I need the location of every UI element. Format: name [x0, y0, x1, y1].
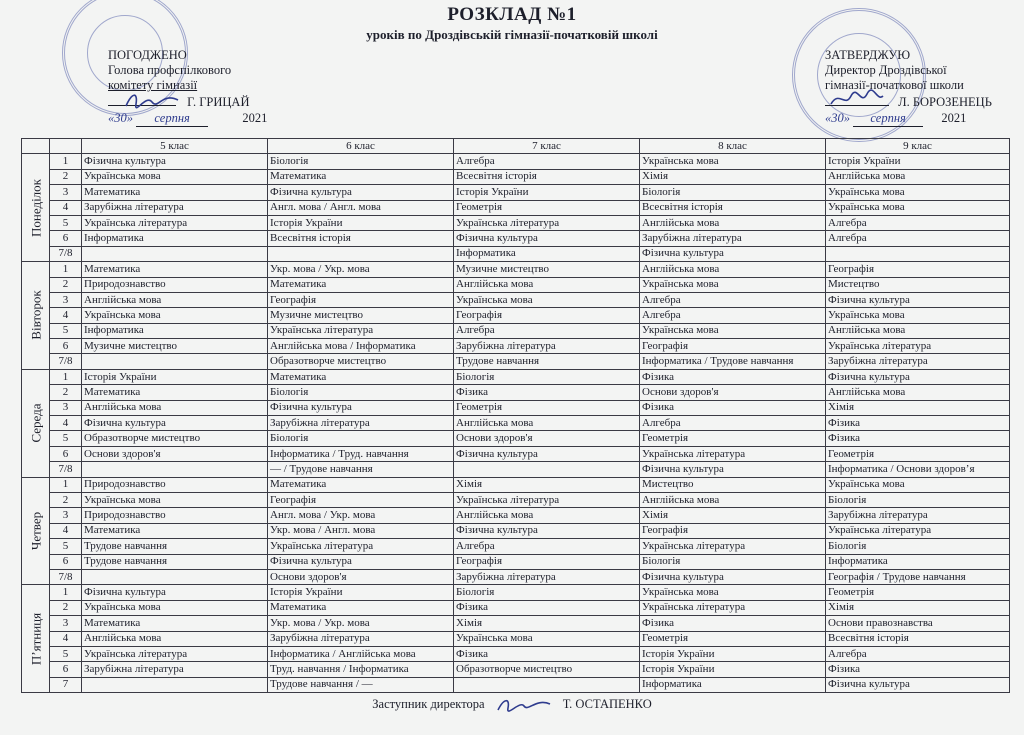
subject-cell: Географія [454, 308, 640, 323]
table-row [22, 354, 1010, 369]
subject-cell: Музичне мистецтво [454, 262, 640, 277]
agreed-block [108, 48, 267, 127]
subject-cell: Українська мова [826, 185, 1010, 200]
subject-cell: Українська література [82, 215, 268, 230]
lesson-number: 1 [50, 262, 82, 277]
document-subtitle: уроків по Дроздівській гімназії-початковій школі [366, 27, 658, 42]
subject-cell: Фізична культура [454, 446, 640, 461]
day-name: Четвер [28, 511, 43, 551]
subject-cell: Математика [268, 369, 454, 384]
subject-cell: Мистецтво [826, 277, 1010, 292]
subject-cell: Інформатика [454, 246, 640, 261]
subject-cell: Географія [454, 554, 640, 569]
day-label-cell [22, 262, 50, 370]
table-row [22, 677, 1010, 692]
subject-cell: Історія України [268, 585, 454, 600]
subject-cell: Географія [268, 292, 454, 307]
table-row [22, 539, 1010, 554]
subject-cell: Англійська мова [826, 323, 1010, 338]
table-row [22, 477, 1010, 492]
lesson-number: 5 [50, 323, 82, 338]
subject-cell: Географія [640, 339, 826, 354]
subject-cell: Хімія [454, 477, 640, 492]
subject-cell: Всесвітня історія [640, 200, 826, 215]
lesson-number: 1 [50, 369, 82, 384]
subject-cell [82, 462, 268, 477]
subject-cell: Англійська мова [82, 400, 268, 415]
lesson-number: 7/8 [50, 354, 82, 369]
day-label-cell [22, 585, 50, 693]
subject-cell: Математика [82, 616, 268, 631]
subject-cell: Історія України [826, 154, 1010, 169]
lesson-number: 3 [50, 400, 82, 415]
table-row [22, 446, 1010, 461]
approved-school: гімназії-початкової школи [825, 78, 964, 92]
subject-cell: Фізична культура [268, 554, 454, 569]
lesson-number: 2 [50, 277, 82, 292]
subject-cell: Образотворче мистецтво [268, 354, 454, 369]
subject-cell: Фізична культура [268, 185, 454, 200]
subject-cell [826, 246, 1010, 261]
subject-cell: Фізична культура [82, 585, 268, 600]
subject-cell: Географія / Трудове навчання [826, 569, 1010, 584]
table-row [22, 185, 1010, 200]
subject-cell: Географія [640, 523, 826, 538]
subject-cell: Географія [826, 262, 1010, 277]
subject-cell: Біологія [268, 431, 454, 446]
subject-cell: Біологія [268, 154, 454, 169]
approved-date [825, 111, 992, 127]
table-row [22, 385, 1010, 400]
agreed-date-month: серпня [136, 111, 208, 127]
lesson-number: 3 [50, 616, 82, 631]
agreed-date [108, 111, 267, 127]
table-row [22, 246, 1010, 261]
subject-cell: Геометрія [454, 400, 640, 415]
table-row [22, 369, 1010, 384]
column-header: 5 клас [82, 139, 268, 154]
subject-cell: Основи здоров'я [454, 431, 640, 446]
lesson-number: 5 [50, 215, 82, 230]
table-row [22, 169, 1010, 184]
table-row [22, 600, 1010, 615]
day-name: Середа [28, 403, 43, 443]
subject-cell: Англ. мова / Англ. мова [268, 200, 454, 215]
deputy-director-name: Т. ОСТАПЕНКО [562, 696, 652, 711]
lesson-number: 4 [50, 523, 82, 538]
lesson-number: 6 [50, 231, 82, 246]
day-name: П’ятниця [28, 612, 43, 665]
subject-cell: Українська мова [82, 308, 268, 323]
subject-cell: — / Трудове навчання [268, 462, 454, 477]
approved-name: Л. БОРОЗЕНЕЦЬ [898, 95, 992, 109]
subject-cell: Англійська мова [640, 215, 826, 230]
subject-cell: Українська мова [826, 200, 1010, 215]
deputy-director-role: Заступник директора [372, 696, 485, 711]
subject-cell: Фізична культура [826, 369, 1010, 384]
subject-cell: Фізична культура [82, 154, 268, 169]
subject-cell: Алгебра [454, 154, 640, 169]
subject-cell [454, 677, 640, 692]
subject-cell: Українська література [640, 600, 826, 615]
subject-cell: Фізична культура [826, 677, 1010, 692]
lesson-number: 2 [50, 492, 82, 507]
subject-cell: Математика [82, 262, 268, 277]
table-row [22, 523, 1010, 538]
subject-cell: Алгебра [826, 215, 1010, 230]
subject-cell: Алгебра [454, 323, 640, 338]
subject-cell: Англійська мова [454, 416, 640, 431]
subject-cell: Укр. мова / Англ. мова [268, 523, 454, 538]
subject-cell [454, 462, 640, 477]
subject-cell: Зарубіжна література [82, 200, 268, 215]
lesson-number: 6 [50, 339, 82, 354]
subject-cell: Англійська мова [82, 631, 268, 646]
subject-cell: Математика [82, 523, 268, 538]
subject-cell: Хімія [826, 400, 1010, 415]
subject-cell: Математика [82, 185, 268, 200]
subject-cell: Геометрія [454, 200, 640, 215]
subject-cell: Українська мова [826, 477, 1010, 492]
subject-cell: Математика [268, 169, 454, 184]
subject-cell: Основи здоров'я [640, 385, 826, 400]
subject-cell: Біологія [454, 369, 640, 384]
subject-cell: Англійська мова [454, 508, 640, 523]
subject-cell: Алгебра [640, 292, 826, 307]
subject-cell: Математика [268, 277, 454, 292]
subject-cell: Українська література [826, 523, 1010, 538]
table-row [22, 662, 1010, 677]
table-row [22, 631, 1010, 646]
subject-cell: Англійська мова [454, 277, 640, 292]
lesson-number: 1 [50, 154, 82, 169]
subject-cell: Алгебра [454, 539, 640, 554]
day-label-cell [22, 369, 50, 477]
approved-label: ЗАТВЕРДЖУЮ [825, 48, 911, 62]
corner-cell [22, 139, 50, 154]
subject-cell: Алгебра [826, 231, 1010, 246]
subject-cell: Геометрія [826, 446, 1010, 461]
subject-cell: Фізика [640, 369, 826, 384]
subject-cell: Англ. мова / Укр. мова [268, 508, 454, 523]
lesson-number: 4 [50, 200, 82, 215]
subject-cell: Зарубіжна література [268, 416, 454, 431]
subject-cell: Інформатика [82, 323, 268, 338]
subject-cell: Фізична культура [640, 569, 826, 584]
agreed-label: ПОГОДЖЕНО [108, 48, 187, 62]
lesson-number: 5 [50, 431, 82, 446]
subject-cell: Інформатика [826, 554, 1010, 569]
subject-cell: Математика [268, 600, 454, 615]
table-row [22, 585, 1010, 600]
agreed-date-day: «30» [108, 111, 133, 125]
subject-cell: Історія України [454, 185, 640, 200]
subject-cell: Основи правознавства [826, 616, 1010, 631]
subject-cell: Алгебра [640, 308, 826, 323]
subject-cell: Українська мова [82, 492, 268, 507]
lesson-number: 5 [50, 539, 82, 554]
agreed-year: 2021 [242, 111, 268, 125]
lesson-number: 6 [50, 662, 82, 677]
subject-cell: Українська мова [826, 308, 1010, 323]
subject-cell: Фізична культура [268, 400, 454, 415]
table-row [22, 400, 1010, 415]
subject-cell: Природознавство [82, 508, 268, 523]
subject-cell: Англійська мова [640, 262, 826, 277]
lesson-number: 1 [50, 477, 82, 492]
lesson-number: 5 [50, 646, 82, 661]
subject-cell: Геометрія [640, 431, 826, 446]
lesson-number: 7 [50, 677, 82, 692]
approved-signature-icon [827, 88, 887, 112]
subject-cell: Українська література [82, 646, 268, 661]
subject-cell: Інформатика [82, 231, 268, 246]
subject-cell: Зарубіжна література [82, 662, 268, 677]
subject-cell: Інформатика / Англійська мова [268, 646, 454, 661]
schedule-table [21, 138, 1010, 693]
lesson-number: 3 [50, 185, 82, 200]
subject-cell: Всесвітня історія [268, 231, 454, 246]
subject-cell: Фізика [454, 600, 640, 615]
deputy-director-line [0, 696, 1024, 714]
subject-cell: Геометрія [826, 585, 1010, 600]
subject-cell: Музичне мистецтво [268, 308, 454, 323]
subject-cell: Математика [268, 477, 454, 492]
subject-cell: Українська література [268, 539, 454, 554]
subject-cell: Трудове навчання / — [268, 677, 454, 692]
subject-cell: Фізика [826, 662, 1010, 677]
subject-cell: Українська мова [454, 631, 640, 646]
lesson-number: 7/8 [50, 246, 82, 261]
subject-cell: Українська мова [640, 585, 826, 600]
subject-cell: Українська література [640, 539, 826, 554]
subject-cell: Біологія [826, 539, 1010, 554]
day-name: Понеділок [28, 178, 43, 237]
lesson-number: 7/8 [50, 569, 82, 584]
subject-cell: Інформатика / Трудове навчання [640, 354, 826, 369]
subject-cell: Фізична культура [640, 462, 826, 477]
subject-cell: Основи здоров'я [82, 446, 268, 461]
subject-cell: Укр. мова / Укр. мова [268, 616, 454, 631]
subject-cell: Геометрія [640, 631, 826, 646]
subject-cell: Українська мова [640, 154, 826, 169]
lesson-number: 4 [50, 416, 82, 431]
subject-cell: Всесвітня історія [454, 169, 640, 184]
subject-cell [82, 354, 268, 369]
schedule-header-row [22, 139, 1010, 154]
subject-cell: Фізична культура [82, 416, 268, 431]
subject-cell: Українська література [826, 339, 1010, 354]
subject-cell: Фізика [454, 646, 640, 661]
subject-cell: Історія України [640, 646, 826, 661]
column-header: 8 клас [640, 139, 826, 154]
subject-cell: Українська література [454, 492, 640, 507]
subject-cell: Біологія [268, 385, 454, 400]
lesson-number: 6 [50, 446, 82, 461]
table-row [22, 231, 1010, 246]
subject-cell: Зарубіжна література [454, 569, 640, 584]
subject-cell: Музичне мистецтво [82, 339, 268, 354]
table-row [22, 339, 1010, 354]
subject-cell: Англійська мова [826, 169, 1010, 184]
subject-cell: Трудове навчання [82, 539, 268, 554]
table-row [22, 462, 1010, 477]
subject-cell: Географія [268, 492, 454, 507]
column-header: 9 клас [826, 139, 1010, 154]
day-label-cell [22, 154, 50, 262]
table-row [22, 646, 1010, 661]
approved-block [825, 48, 992, 127]
subject-cell: Інформатика / Труд. навчання [268, 446, 454, 461]
table-row [22, 554, 1010, 569]
table-row [22, 616, 1010, 631]
agreed-name: Г. ГРИЦАЙ [187, 95, 250, 109]
subject-cell: Труд. навчання / Інформатика [268, 662, 454, 677]
subject-cell: Українська мова [82, 600, 268, 615]
table-row [22, 154, 1010, 169]
subject-cell: Біологія [640, 185, 826, 200]
subject-cell: Англійська мова [826, 385, 1010, 400]
document-title: РОЗКЛАД №1 [447, 4, 577, 25]
lesson-number: 6 [50, 554, 82, 569]
day-label-cell [22, 477, 50, 585]
lesson-number: 4 [50, 308, 82, 323]
lesson-number: 2 [50, 600, 82, 615]
subject-cell: Природознавство [82, 477, 268, 492]
subject-cell: Історія України [640, 662, 826, 677]
subject-cell: Українська література [268, 323, 454, 338]
lesson-number: 3 [50, 508, 82, 523]
subject-cell: Образотворче мистецтво [82, 431, 268, 446]
subject-cell: Хімія [640, 169, 826, 184]
subject-cell: Фізика [640, 400, 826, 415]
subject-cell [82, 569, 268, 584]
subject-cell: Зарубіжна література [454, 339, 640, 354]
day-name: Вівторок [28, 290, 43, 341]
subject-cell: Фізика [826, 416, 1010, 431]
subject-cell: Біологія [640, 554, 826, 569]
subject-cell: Образотворче мистецтво [454, 662, 640, 677]
table-row [22, 569, 1010, 584]
subject-cell: Українська мова [454, 292, 640, 307]
lesson-number: 4 [50, 631, 82, 646]
subject-cell: Фізична культура [826, 292, 1010, 307]
agreed-position: Голова профспілкового [108, 63, 232, 77]
subject-cell: Зарубіжна література [268, 631, 454, 646]
table-row [22, 200, 1010, 215]
subject-cell: Фізична культура [640, 246, 826, 261]
table-row [22, 431, 1010, 446]
lesson-number: 2 [50, 169, 82, 184]
approved-date-day: «30» [825, 111, 850, 125]
subject-cell: Математика [82, 385, 268, 400]
subject-cell: Хімія [826, 600, 1010, 615]
agreed-signature-icon [122, 88, 182, 112]
subject-cell: Природознавство [82, 277, 268, 292]
lesson-number: 1 [50, 585, 82, 600]
schedule-body [22, 154, 1010, 693]
subject-cell: Українська література [640, 446, 826, 461]
subject-cell: Англійська мова [640, 492, 826, 507]
subject-cell: Основи здоров'я [268, 569, 454, 584]
subject-cell: Фізика [454, 385, 640, 400]
subject-cell: Хімія [454, 616, 640, 631]
subject-cell: Українська мова [640, 323, 826, 338]
table-row [22, 262, 1010, 277]
subject-cell: Українська мова [640, 277, 826, 292]
table-row [22, 277, 1010, 292]
subject-cell [268, 246, 454, 261]
approved-year: 2021 [941, 111, 967, 125]
subject-cell: Алгебра [640, 416, 826, 431]
table-row [22, 292, 1010, 307]
approved-position: Директор Дроздівської [825, 63, 947, 77]
subject-cell: Мистецтво [640, 477, 826, 492]
subject-cell: Біологія [826, 492, 1010, 507]
deputy-director-signature-icon [494, 696, 554, 714]
subject-cell: Біологія [454, 585, 640, 600]
subject-cell: Фізика [640, 616, 826, 631]
subject-cell: Всесвітня історія [826, 631, 1010, 646]
column-header: 7 клас [454, 139, 640, 154]
subject-cell: Історія України [82, 369, 268, 384]
subject-cell [82, 677, 268, 692]
table-row [22, 308, 1010, 323]
subject-cell: Інформатика / Основи здоров’я [826, 462, 1010, 477]
subject-cell: Українська мова [82, 169, 268, 184]
subject-cell: Алгебра [826, 646, 1010, 661]
subject-cell: Англійська мова [82, 292, 268, 307]
subject-cell: Зарубіжна література [640, 231, 826, 246]
subject-cell: Зарубіжна література [826, 508, 1010, 523]
table-row [22, 508, 1010, 523]
subject-cell: Історія України [268, 215, 454, 230]
table-row [22, 323, 1010, 338]
subject-cell: Українська література [454, 215, 640, 230]
subject-cell: Фізична культура [454, 231, 640, 246]
column-header: 6 клас [268, 139, 454, 154]
lesson-number: 2 [50, 385, 82, 400]
table-row [22, 215, 1010, 230]
lesson-number: 7/8 [50, 462, 82, 477]
subject-cell [82, 246, 268, 261]
agreed-committee: комітету гімназії [108, 78, 198, 92]
subject-cell: Хімія [640, 508, 826, 523]
lesson-number: 3 [50, 292, 82, 307]
subject-cell: Інформатика [640, 677, 826, 692]
subject-cell: Трудове навчання [454, 354, 640, 369]
subject-cell: Фізична культура [454, 523, 640, 538]
subject-cell: Укр. мова / Укр. мова [268, 262, 454, 277]
subject-cell: Англійська мова / Інформатика [268, 339, 454, 354]
subject-cell: Зарубіжна література [826, 354, 1010, 369]
approved-date-month: серпня [853, 111, 923, 127]
table-row [22, 416, 1010, 431]
subject-cell: Трудове навчання [82, 554, 268, 569]
lesson-number-header [50, 139, 82, 154]
subject-cell: Фізика [826, 431, 1010, 446]
table-row [22, 492, 1010, 507]
